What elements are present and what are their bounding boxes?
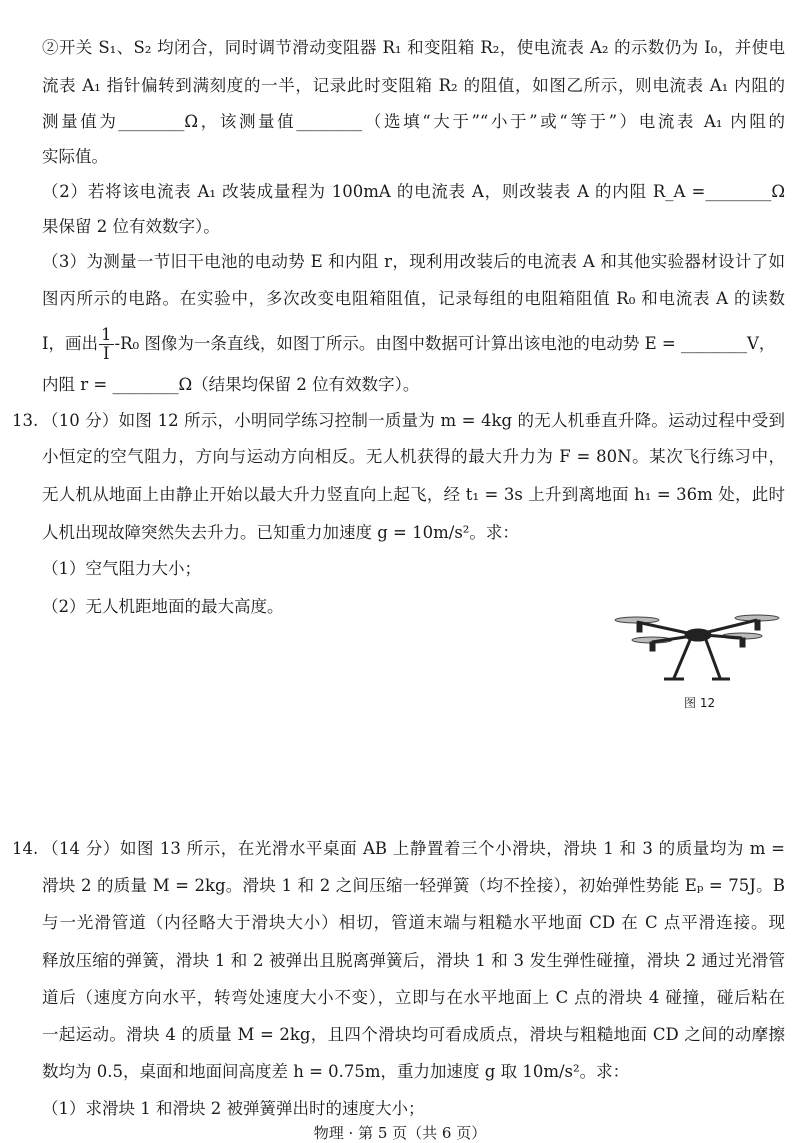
text-line: 流表 A₁ 指针偏转到满刻度的一半，记录此时变阻箱 R₂ 的阻值，如图乙所示，则电流表 A₁ 内阻的 (42, 76, 785, 95)
numerator: 1 (101, 325, 112, 344)
text-line: 测量值为________Ω，该测量值________（选填“大于”“小于”或“等于”）电流表 A₁ 内阻的 (42, 112, 785, 131)
text-line: ②开关 S₁、S₂ 均闭合，同时调节滑动变阻器 R₁ 和变阻箱 R₂，使电流表 A₂ 的示数仍为 I₀，并使电 (42, 38, 785, 57)
text-line: （1）求滑块 1 和滑块 2 被弹簧弹出时的速度大小； (42, 1099, 425, 1118)
denominator: I (103, 344, 110, 363)
text-line: （14 分）如图 13 所示，在光滑水平桌面 AB 上静置着三个小滑块，滑块 1 和 3 的质量均为 m = (42, 839, 785, 858)
text-line: 一起运动。滑块 4 的质量 M = 2kg，且四个滑块均可看成质点，滑块与粗糙地面 CD 之间的动摩擦 (42, 1025, 785, 1044)
text-line: 滑块 2 的质量 M = 2kg。滑块 1 和 2 之间压缩一轻弹簧（均不拴接），初始弹性势能 Eₚ = 75J。B (42, 876, 785, 895)
text-segment: I，画出 (42, 334, 99, 353)
text-line: 人机出现故障突然失去升力。已知重力加速度 g = 10m/s²。求： (42, 523, 519, 542)
fraction (99, 326, 114, 363)
drone-figure (612, 600, 782, 690)
text-line: 图丙所示的电路。在实验中，多次改变电阻箱阻值，记录每组的电阻箱阻值 R₀ 和电流表 A 的读数 (42, 289, 785, 308)
text-line: 与一光滑管道（内径略大于滑块大小）相切，管道末端与粗糙水平地面 CD 在 C 点平滑连接。现 (42, 913, 785, 932)
page-footer: 物理 · 第 5 页（共 6 页） (313, 1124, 487, 1142)
text-line: （10 分）如图 12 所示，小明同学练习控制一质量为 m = 4kg 的无人机垂直升降。运动过程中受到 (42, 411, 785, 430)
question-number: 14. (12, 839, 39, 858)
text-line: （2）若将该电流表 A₁ 改装成量程为 100mA 的电流表 A，则改装表 A 的内阻 R_A =________Ω (42, 182, 785, 201)
text-line: 实际值。 (42, 147, 108, 166)
text-line: 释放压缩的弹簧，滑块 1 和 2 被弹出且脱离弹簧后，滑块 1 和 3 发生弹性碰撞，滑块 2 通过光滑管 (42, 951, 785, 970)
text-line: 果保留 2 位有效数字）。 (42, 217, 220, 236)
text-line: （3）为测量一节旧干电池的电动势 E 和内阻 r，现利用改装后的电流表 A 和其他实验器材设计了如 (42, 252, 785, 271)
text-line: 数均为 0.5，桌面和地面间高度差 h = 0.75m，重力加速度 g 取 10m/s²。求： (42, 1062, 630, 1081)
text-line: 内阻 r = ________Ω（结果均保留 2 位有效数字）。 (42, 375, 420, 394)
text-segment: -R₀ 图像为一条直线，如图丁所示。由图中数据可计算出该电池的电动势 E = ________V， (114, 334, 776, 353)
figure-caption: 图 12 (684, 696, 716, 710)
question-number: 13. (12, 411, 39, 430)
text-line: 无人机从地面上由静止开始以最大升力竖直向上起飞，经 t₁ = 3s 上升到离地面 h₁ = 36m 处，此时 (42, 485, 785, 504)
text-line-with-fraction (42, 326, 785, 363)
text-line: （2）无人机距地面的最大高度。 (42, 597, 284, 616)
text-line: （1）空气阻力大小； (42, 559, 201, 578)
text-line: 小恒定的空气阻力，方向与运动方向相反。无人机获得的最大升力为 F = 80N。某次飞行练习中， (42, 447, 785, 466)
text-line: 道后（速度方向水平，转弯处速度大小不变），立即与在水平地面上 C 点的滑块 4 碰撞，碰后粘在 (42, 988, 785, 1007)
